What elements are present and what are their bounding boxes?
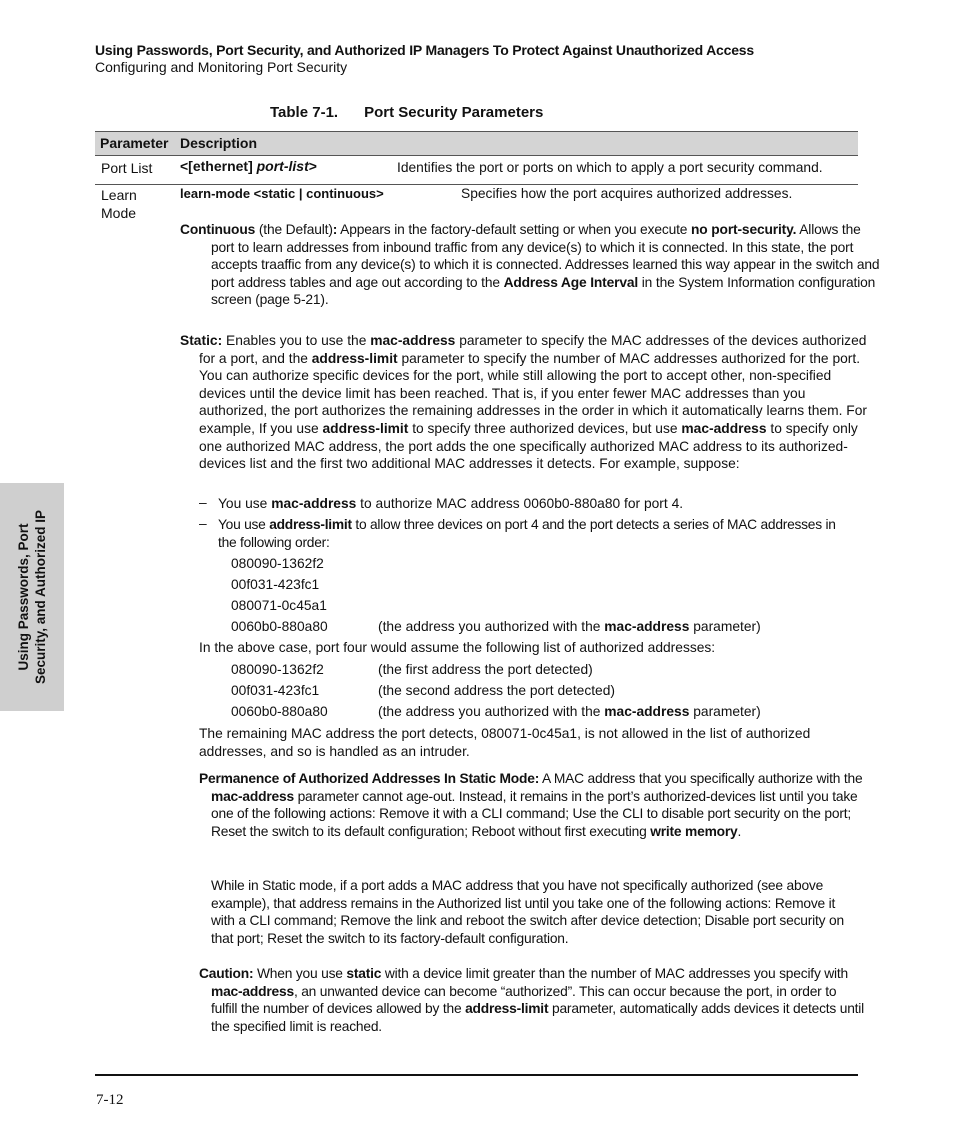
mac-address-row xyxy=(231,577,319,592)
keyword: mac-address xyxy=(604,704,690,719)
syntax-part: > xyxy=(308,158,317,174)
caution-paragraph xyxy=(199,965,865,1035)
caution-label: Caution: xyxy=(199,966,254,981)
mac-value: 0060b0-880a80 xyxy=(231,619,328,634)
text: parameter cannot age-out. Instead, it remains in the port’s authorized-devices list until you take one of the following actions: Remove it with a CLI command; Use the CLI to disable port security on the port; Reset the switch to its default configuration; Reboot without first executing xyxy=(211,788,858,839)
table-title: Port Security Parameters xyxy=(364,104,544,121)
text: parameter to specify the MAC addresses of the devices authorized for a port, and the xyxy=(199,333,867,366)
page-header-subtitle: Configuring and Monitoring Port Security xyxy=(95,59,348,75)
table-header-row xyxy=(95,131,858,156)
side-tab-label xyxy=(15,483,49,711)
text: to allow three devices on port 4 and the port detects a series of MAC addresses in the following order: xyxy=(218,517,836,550)
keyword: Address Age Interval xyxy=(503,274,639,290)
keyword: mac-address xyxy=(271,496,357,511)
mac-address-row xyxy=(231,662,324,677)
side-tab-line: Security, and Authorized IP xyxy=(33,509,48,685)
above-case-text: In the above case, port four would assume the following list of authorized addresses: xyxy=(199,640,716,655)
mac-address-row xyxy=(231,556,324,571)
keyword: no port-security. xyxy=(691,222,797,237)
text: You use xyxy=(218,496,272,511)
text: (the Default) xyxy=(255,222,333,237)
mac-address-row xyxy=(231,619,328,634)
column-header-parameter: Parameter xyxy=(100,135,169,151)
static-paragraph xyxy=(180,332,870,473)
keyword: mac-address xyxy=(211,788,294,804)
bullet-item xyxy=(218,495,851,513)
text: A MAC address that you specifically authorize with the xyxy=(539,771,863,786)
param-port-list: Port List xyxy=(101,160,153,176)
keyword: mac-address xyxy=(604,619,690,634)
text: (the address you authorized with the xyxy=(378,619,605,634)
text: parameter) xyxy=(689,704,761,719)
keyword: address-limit xyxy=(322,420,409,436)
port-list-syntax xyxy=(180,158,317,174)
mac-address-row xyxy=(231,704,328,719)
text: . xyxy=(737,823,742,839)
column-header-description: Description xyxy=(180,135,258,151)
text: Allows the port to learn addresses from inbound traffic from any device(s) to which it is connected. In this state, the port accepts traaffic from any device(s) to which it is connected. Addresses learned this way appear in the switch and port address tables and age out according to the xyxy=(211,222,880,290)
term: Static: xyxy=(180,333,223,348)
mac-value: 080090-1362f2 xyxy=(231,556,324,571)
bullet-dash: – xyxy=(199,495,207,510)
mac-value: 080090-1362f2 xyxy=(231,662,324,677)
text: Appears in the factory-default setting or when you execute xyxy=(337,222,692,237)
text: to authorize MAC address 0060b0-880a80 for port 4. xyxy=(356,496,684,511)
term: Continuous xyxy=(180,222,256,237)
footer-rule xyxy=(95,1074,858,1076)
row-divider xyxy=(95,184,858,185)
keyword: address-limit xyxy=(465,1001,549,1017)
keyword: address-limit xyxy=(269,517,352,532)
text: parameter, automatically adds devices it detects until the specified limit is reached. xyxy=(211,1001,865,1034)
mac-note: (the second address the port detected) xyxy=(378,683,615,698)
text: (the address you authorized with the xyxy=(378,704,605,719)
keyword: write memory xyxy=(650,823,738,839)
param-learn-mode xyxy=(101,186,137,222)
syntax-part: <[ethernet] xyxy=(180,158,257,174)
keyword: mac-address xyxy=(370,333,456,348)
param-line: Mode xyxy=(101,205,137,221)
mac-address-row xyxy=(231,598,327,613)
text: When you use xyxy=(253,966,347,981)
mac-value: 0060b0-880a80 xyxy=(231,704,328,719)
mac-note xyxy=(378,619,761,634)
text: parameter to specify the number of MAC addresses authorized for the port. You can authorize specific devices for the port, while still allowing the port to accept other, non-specified devices until the device limit has been reached. That is, if you enter fewer MAC addresses than you authorized, the port authorizes the remaining addresses in the order in which it automatically learns them. For example, If you use xyxy=(199,350,867,436)
static-mode-paragraph: While in Static mode, if a port adds a MAC address that you have not specifically authorized (see above example), that address remains in the Authorized list until you take one of the following actions: Remove it with a CLI command; Remove the link and reboot the switch after device detection; Disable port security on that port; Reset the switch to its factory-default configuration. xyxy=(211,878,844,946)
chapter-side-tab xyxy=(0,483,64,711)
port-list-description: Identifies the port or ports on which to apply a port security command. xyxy=(397,160,823,175)
table-number: Table 7-1. xyxy=(270,104,339,121)
mac-value: 00f031-423fc1 xyxy=(231,683,320,698)
term: : xyxy=(332,222,338,237)
page-number: 7-12 xyxy=(96,1092,124,1108)
permanence-paragraph xyxy=(199,770,867,840)
continuous-paragraph xyxy=(180,221,882,309)
keyword: static xyxy=(346,966,382,981)
mac-address-row xyxy=(231,683,319,698)
side-tab-line: Using Passwords, Port xyxy=(16,523,31,671)
text: You use xyxy=(218,517,270,532)
bullet-dash: – xyxy=(199,516,207,531)
keyword: mac-address xyxy=(211,983,294,999)
table-caption xyxy=(270,104,543,121)
subheading: Permanence of Authorized Addresses In Static Mode: xyxy=(199,771,540,786)
text: parameter) xyxy=(689,619,761,634)
text: to specify only one authorized MAC address, the port adds the one specifically authorized MAC address to its authorized-devices list and the first two additional MAC addresses it detects. For example, suppose: xyxy=(199,420,858,472)
text: to specify three authorized devices, but use xyxy=(408,420,682,436)
text: with a device limit greater than the number of MAC addresses you specify with xyxy=(381,966,849,981)
page-header-title: Using Passwords, Port Security, and Authorized IP Managers To Protect Against Unauthorized Access xyxy=(95,42,754,58)
syntax-italic: port-list xyxy=(256,158,309,174)
remaining-paragraph: The remaining MAC address the port detects, 080071-0c45a1, is not allowed in the list of authorized addresses, and so is handled as an intruder. xyxy=(199,726,811,759)
mac-value: 00f031-423fc1 xyxy=(231,577,320,592)
keyword: address-limit xyxy=(311,350,398,366)
mac-note: (the first address the port detected) xyxy=(378,662,593,677)
text: Enables you to use the xyxy=(222,333,371,348)
text: in the System Information configuration screen (page 5-21). xyxy=(211,274,876,308)
mac-note xyxy=(378,704,761,719)
learn-mode-description: Specifies how the port acquires authorized addresses. xyxy=(461,186,793,201)
bullet-item xyxy=(218,516,854,551)
param-line: Learn xyxy=(101,187,137,203)
keyword: mac-address xyxy=(681,420,767,436)
text: , an unwanted device can become “authorized”. This can occur because the port, in order to fulfill the number of devices allowed by the xyxy=(211,983,837,1017)
learn-mode-syntax: learn-mode <static | continuous> xyxy=(180,186,384,201)
mac-value: 080071-0c45a1 xyxy=(231,598,327,613)
